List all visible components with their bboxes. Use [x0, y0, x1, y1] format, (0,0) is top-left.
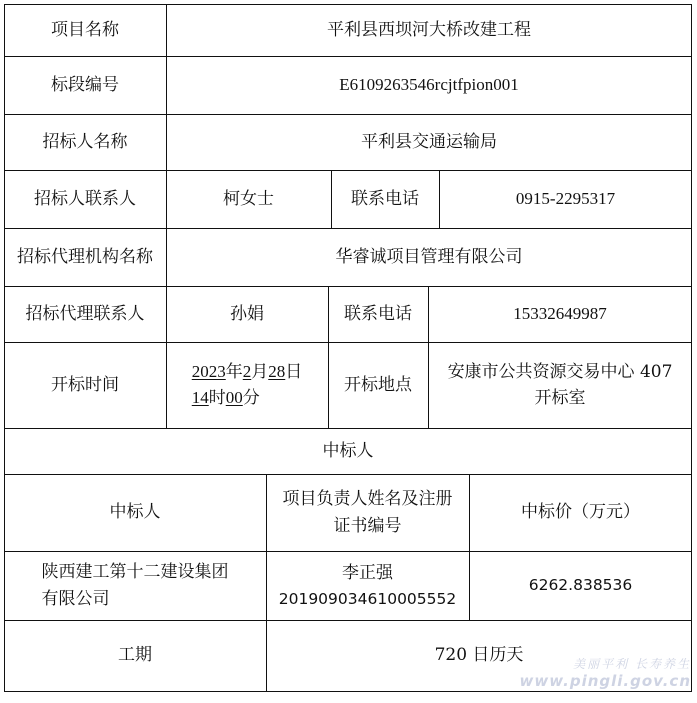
manager-header-line1: 项目负责人姓名及注册: [282, 489, 453, 510]
winner-line1: 陕西建工第十二建设集团: [41, 562, 229, 583]
open-place: [428, 342, 692, 428]
section-no-label: 标段编号: [51, 74, 119, 95]
manager-name: 李正强: [341, 563, 393, 584]
open-year: 2023: [191, 361, 226, 381]
hour-unit: 时: [208, 388, 226, 408]
tenderer-phone: 0915-2295317: [515, 188, 616, 208]
agency-label: 招标代理机构名称: [17, 246, 153, 267]
agency-name: 华睿诚项目管理有限公司: [335, 246, 523, 267]
manager-info: [266, 551, 469, 620]
project-name: 平利县西坝河大桥改建工程: [327, 19, 531, 40]
minute-unit: 分: [242, 388, 260, 408]
tenderer-label: 招标人名称: [42, 131, 128, 152]
project-name-label: 项目名称: [51, 19, 119, 40]
open-day: 28: [268, 361, 286, 381]
watermark-slogan: 美丽平利 长寿养生: [573, 657, 691, 671]
agency-phone-label: 联系电话: [344, 303, 412, 324]
open-place-label: 开标地点: [344, 374, 412, 395]
manager-cert: 201909034610005552: [278, 589, 457, 608]
day-unit: 日: [285, 361, 303, 382]
bid-price: 6262.838536: [528, 576, 633, 595]
period-label: 工期: [118, 645, 152, 666]
year-unit: 年: [225, 361, 243, 382]
price-header: 中标价（万元）: [521, 502, 640, 523]
period-value: 720 日历天: [434, 645, 524, 666]
agency-contact: 孙娟: [230, 303, 264, 324]
winner-name: [4, 551, 266, 620]
open-place-line2: 开标室: [534, 388, 586, 408]
section-no: E6109263546rcjtfpion001: [339, 74, 519, 94]
manager-header-line2: 证书编号: [333, 515, 402, 536]
tenderer-contact: 柯女士: [223, 188, 274, 209]
winner-header: 中标人: [109, 502, 161, 523]
tenderer-phone-label: 联系电话: [351, 188, 419, 209]
open-time-label: 开标时间: [51, 374, 119, 395]
manager-header: [266, 474, 469, 551]
watermark-url: www.pingli.gov.cn: [519, 672, 691, 690]
open-place-line1: 安康市公共资源交易中心 407: [447, 361, 673, 382]
open-time: [166, 342, 328, 428]
tenderer-name: 平利县交通运输局: [361, 131, 497, 152]
agency-contact-label: 招标代理联系人: [25, 303, 145, 324]
winner-section-title: 中标人: [322, 440, 374, 461]
month-unit: 月: [251, 361, 269, 382]
site-watermark: [491, 655, 691, 699]
open-minute: 00: [225, 388, 243, 407]
open-hour: 14: [191, 388, 209, 407]
open-month: 2: [242, 361, 252, 381]
tenderer-contact-label: 招标人联系人: [34, 188, 136, 209]
bid-result-table: [4, 4, 692, 692]
agency-phone: 15332649987: [513, 303, 607, 323]
winner-line2: 有限公司: [41, 588, 110, 609]
